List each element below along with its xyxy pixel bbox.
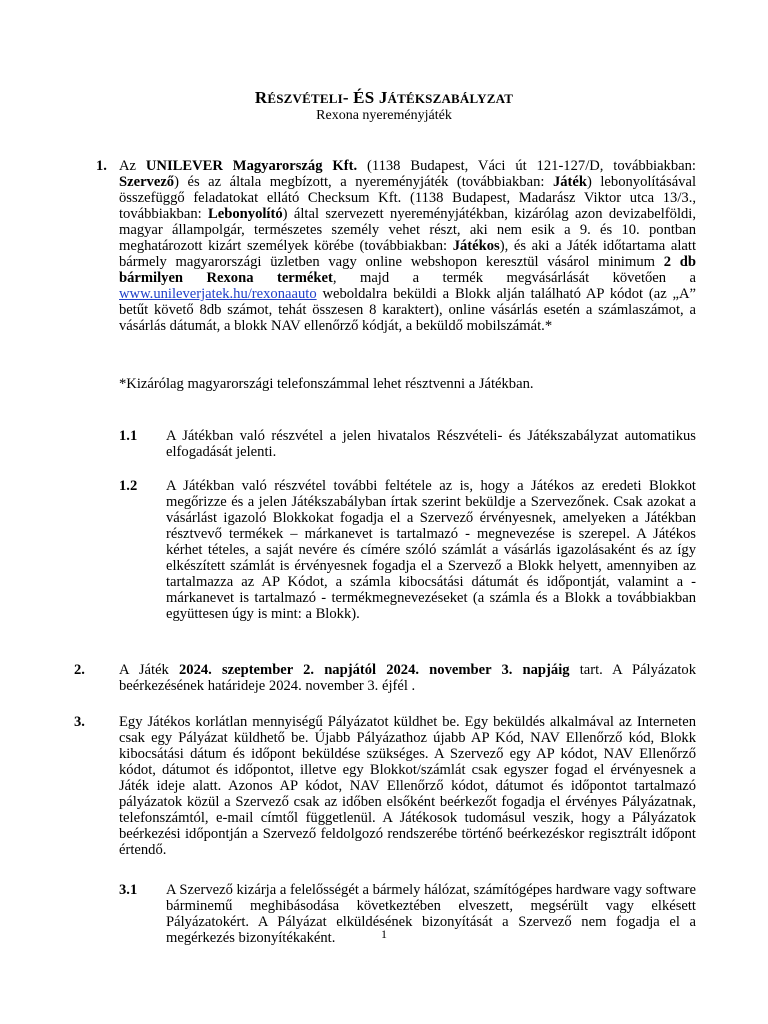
document-subtitle: Rexona nyereményjáték (316, 108, 452, 123)
section-1-1-number: 1.1 (119, 428, 138, 444)
section-1-2-paragraph: A Játékban való részvétel további feltétele az is, hogy a Játékos az eredeti Blokkot megőrizze és a jelen Játékszabályban írtak szerint beküldje a Szervezőnek. Csak azokat a vásárlást igazoló Blokkokat fogadja el a Szervező érvényesnek, amelyeken a Játékban résztvevő termékek – márkanevet is tartalmazó - megnevezése is szerepel. A Játékos kérhet tételes, a saját nevére és címére szóló számlát a vásárlás igazolásaként és az így elkészített számlát is érvényesnek fogadja el a Szervező a Blokk helyett, amennyiben az tartalmazza az AP Kódot, a számla kibocsátási dátumát és időpontját, valamint a - márkanevet is tartalmazó - termékmegnevezéseket (a számla és a Blokk a továbbiakban együttesen úgy is mint: a Blokk). (166, 478, 696, 622)
section-1-2-number: 1.2 (119, 478, 138, 494)
section-1-paragraph: Az UNILEVER Magyarország Kft. (1138 Budapest, Váci út 121-127/D, továbbiakban: Szervező) és az általa megbízott, a nyereményjáték (továbbiakban: Játék) lebonyolításával összefüggő feladatokat ellátó Checksum Kft. (1138 Budapest, Madarász Viktor utca 13/3., továbbiakban: Lebonyolító) által szervezett nyereményjátékban, kizárólag azon devizabelföldi, magyar állampolgár, természetes személy vehet részt, aki nem esik a 9. és 10. pontban meghatározott kizárt személyek körébe (továbbiakban: Játékos), és aki a Játék időtartama alatt bármely magyarországi üzletben vagy online webshopon keresztül vásárol minimum 2 db bármilyen Rexona terméket, majd a termék megvásárlását követően a www.unileverjatek.hu/rexonaauto weboldalra beküldi a Blokk alján található AP kódot (az „A” betűt követő 8db számot, tehát összesen 8 karaktert), online vásárlás esetén a számlaszámot, a vásárlás dátumát, a blokk NAV ellenőrző kódját, a beküldő mobilszámát.* (119, 158, 697, 334)
section-1-number: 1. (96, 158, 107, 174)
section-3-1-number: 3.1 (119, 882, 138, 898)
phone-number-note: *Kizárólag magyarországi telefonszámmal lehet résztvenni a Játékban. (119, 376, 534, 392)
section-3-1-paragraph: A Szervező kizárja a felelősségét a bármely hálózat, számítógépes hardware vagy software bárminemű meghibásodása következtében elveszett, megsérült vagy elkésett Pályázatokért. A Pályázat elküldésének bizonyítását a Szervező nem fogadja el a megérkezés bizonyítékaként. (166, 882, 696, 946)
section-3-number: 3. (74, 714, 85, 730)
section-2-number: 2. (74, 662, 85, 678)
document-title: RÉSZVÉTELI- ÉS JÁTÉKSZABÁLYZAT (254, 88, 514, 107)
section-2-paragraph: A Játék 2024. szeptember 2. napjától 2024. november 3. napjáig tart. A Pályázatok beérkezésének határideje 2024. november 3. éjfél . (119, 662, 696, 694)
section-3-paragraph: Egy Játékos korlátlan mennyiségű Pályázatot küldhet be. Egy beküldés alkalmával az Interneten csak egy Pályázat küldhető be. Újabb Pályázathoz újabb AP Kód, NAV Ellenőrző kód, Blokk kibocsátási dátum és időpont beküldése szükséges. A Szervező egy AP kódot, NAV Ellenőrző kódot, dátumot és időpontot, illetve egy Blokkot/számlát csak egyszer fogad el érvényesnek a Játék ideje alatt. Azonos AP kódot, NAV Ellenőrző kódot, dátumot és időpontot tartalmazó pályázatok közül a Szervező csak az időben elsőként beérkezőt fogadja el érvényes Pályázatnak, telefonszámtól, e-mail címtől függetlenül. A Játékosok tudomásul veszik, hogy a Pályázatok beérkezési időpontján a Szervező feldolgozó rendszerébe történő beérkezéskor regisztrált időpont értendő. (119, 714, 696, 858)
page-number: 1 (381, 927, 387, 941)
section-1-1-paragraph: A Játékban való részvétel a jelen hivatalos Részvételi- és Játékszabályzat automatikus elfogadását jelenti. (166, 428, 696, 460)
rexona-website-link[interactable]: www.unileverjatek.hu/rexonaauto (119, 286, 317, 302)
